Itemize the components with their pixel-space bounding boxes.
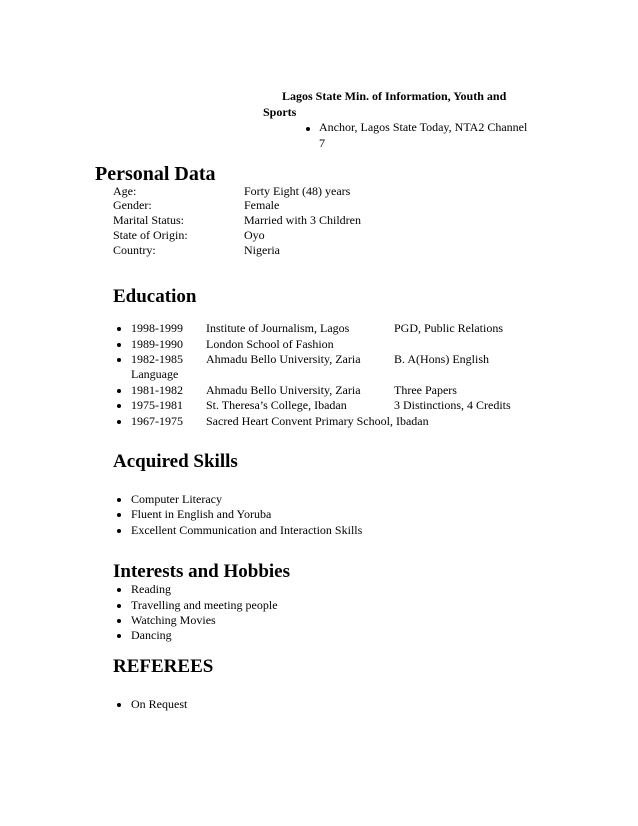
- education-qualification: PGD, Public Relations: [394, 321, 504, 335]
- hobbies-heading: Interests and Hobbies: [113, 561, 291, 582]
- education-school: Ahmadu Bello University, Zaria: [206, 352, 361, 366]
- education-school: Ahmadu Bello University, Zaria: [206, 383, 361, 397]
- education-school: London School of Fashion: [206, 337, 334, 351]
- bullet-icon: [117, 634, 121, 638]
- role-line-2: 7: [319, 136, 325, 150]
- employer-line-1: Lagos State Min. of Information, Youth and: [282, 89, 507, 103]
- bullet-icon: [117, 703, 121, 707]
- education-years: 1975-1981: [131, 398, 183, 412]
- education-qualification: Three Papers: [394, 383, 457, 397]
- bullet-icon: [117, 389, 121, 393]
- bullet-icon: [117, 619, 121, 623]
- education-years: 1989-1990: [131, 337, 183, 351]
- bullet-icon: [117, 513, 121, 517]
- referee-item: On Request: [131, 697, 188, 711]
- personal-label: Marital Status:: [113, 213, 184, 227]
- skill-item: Computer Literacy: [131, 492, 222, 506]
- education-qualification: 3 Distinctions, 4 Credits: [394, 398, 511, 412]
- education-years: 1982-1985: [131, 352, 183, 366]
- skill-item: Fluent in English and Yoruba: [131, 507, 272, 521]
- bullet-icon: [117, 529, 121, 533]
- education-years: 1981-1982: [131, 383, 183, 397]
- education-qualification-continued: Language: [131, 367, 179, 381]
- personal-value: Oyo: [244, 228, 265, 242]
- education-qualification: B. A(Hons) English: [394, 352, 490, 366]
- personal-label: Country:: [113, 243, 156, 257]
- education-school: St. Theresa’s College, Ibadan: [206, 398, 347, 412]
- skill-item: Excellent Communication and Interaction Skills: [131, 523, 363, 537]
- education-school: Sacred Heart Convent Primary School, Ibadan: [206, 414, 429, 428]
- referees-heading: REFEREES: [113, 656, 214, 677]
- personal-data-heading: Personal Data: [95, 163, 216, 185]
- education-years: 1967-1975: [131, 414, 183, 428]
- personal-value: Forty Eight (48) years: [244, 184, 351, 198]
- personal-label: State of Origin:: [113, 228, 188, 242]
- role-line-1: Anchor, Lagos State Today, NTA2 Channel: [319, 120, 528, 134]
- bullet-icon: [306, 127, 310, 131]
- personal-value: Married with 3 Children: [244, 213, 361, 227]
- bullet-icon: [117, 604, 121, 608]
- bullet-icon: [117, 588, 121, 592]
- personal-label: Age:: [113, 184, 137, 198]
- bullet-icon: [117, 327, 121, 331]
- hobby-item: Dancing: [131, 628, 172, 642]
- employer-line-2: Sports: [263, 105, 297, 119]
- hobby-item: Reading: [131, 582, 171, 596]
- hobby-item: Travelling and meeting people: [131, 598, 278, 612]
- bullet-icon: [117, 358, 121, 362]
- bullet-icon: [117, 343, 121, 347]
- education-heading: Education: [113, 286, 197, 307]
- education-years: 1998-1999: [131, 321, 183, 335]
- personal-value: Nigeria: [244, 243, 280, 257]
- bullet-icon: [117, 404, 121, 408]
- bullet-icon: [117, 420, 121, 424]
- hobby-item: Watching Movies: [131, 613, 216, 627]
- personal-label: Gender:: [113, 198, 152, 212]
- bullet-icon: [117, 498, 121, 502]
- personal-value: Female: [244, 198, 280, 212]
- skills-heading: Acquired Skills: [113, 451, 238, 472]
- education-school: Institute of Journalism, Lagos: [206, 321, 350, 335]
